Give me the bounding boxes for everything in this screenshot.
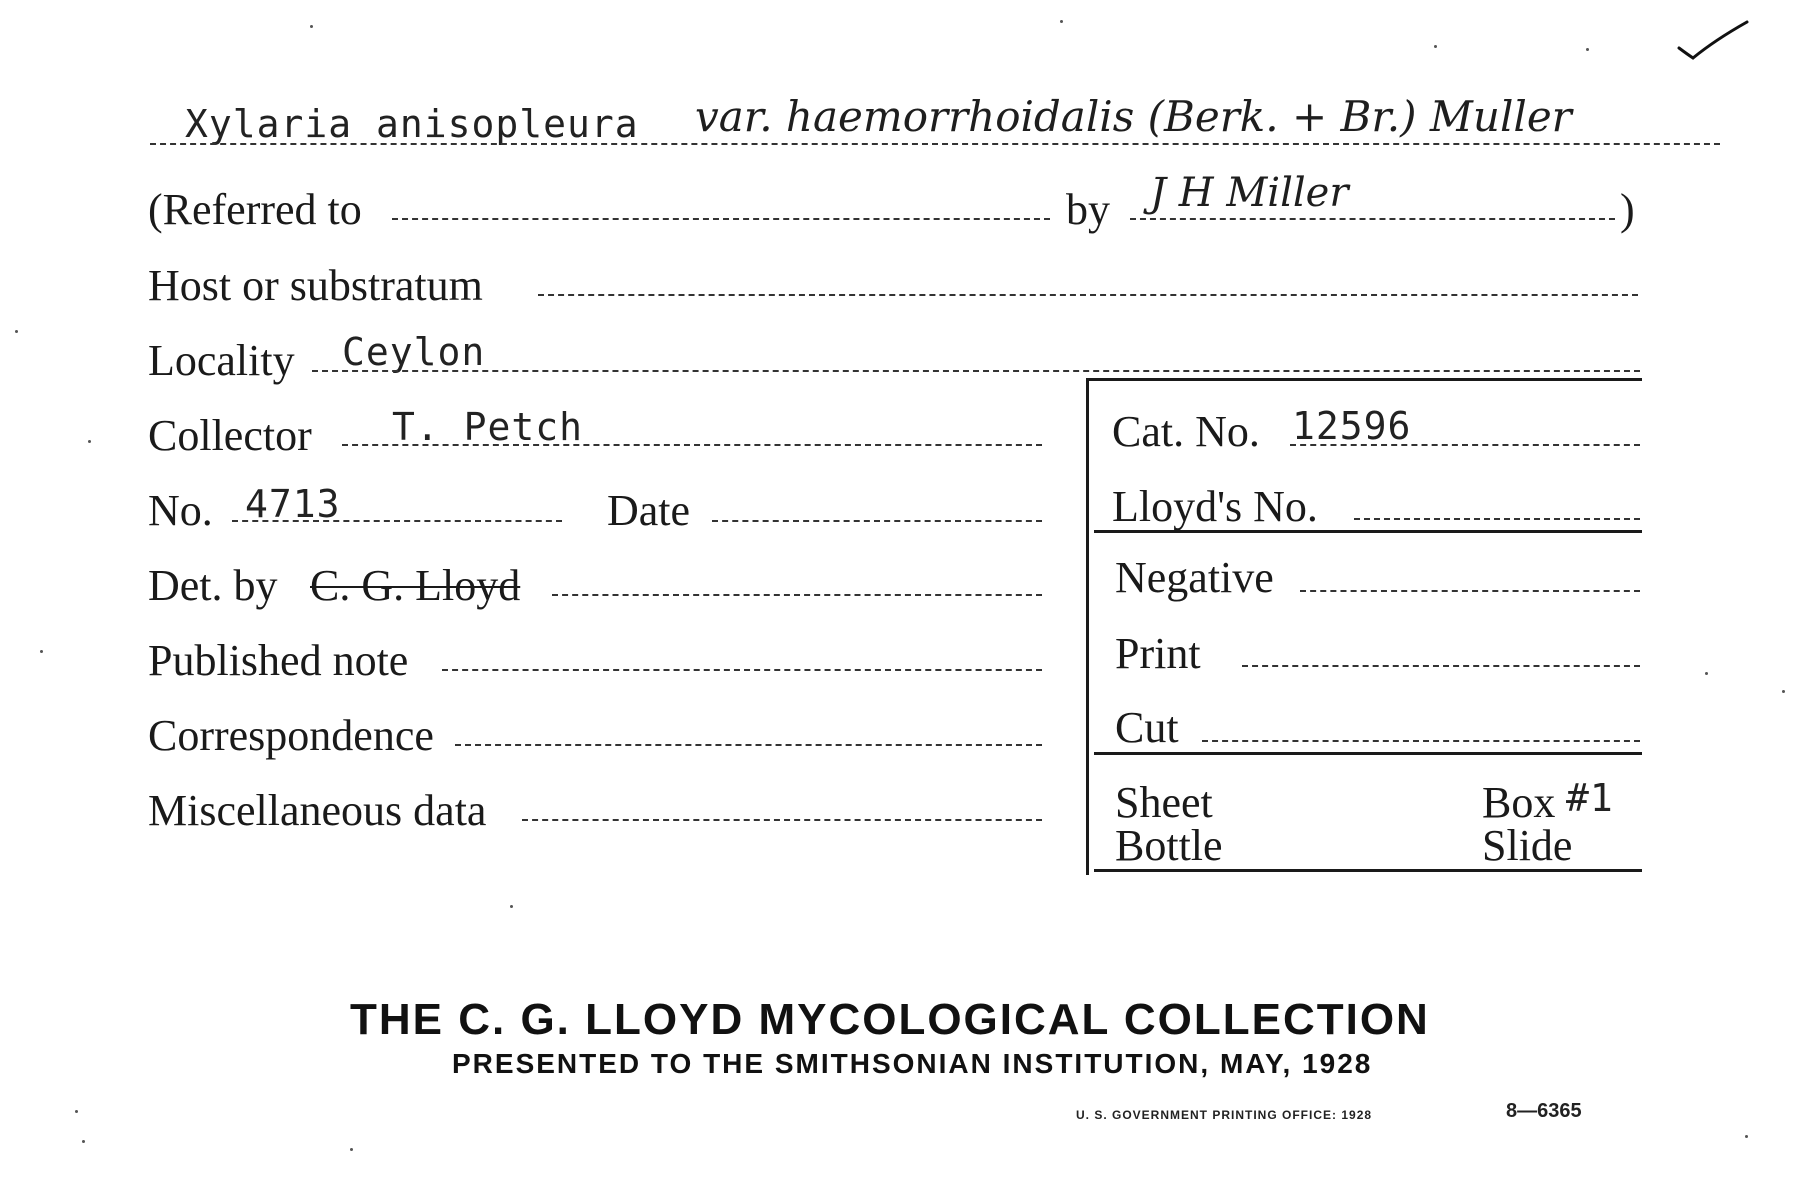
scan-speck (1782, 690, 1785, 693)
det-by-label: Det. by (148, 561, 278, 610)
scan-speck (1745, 1135, 1748, 1138)
scan-speck (88, 440, 91, 443)
locality-line (312, 370, 1640, 372)
scan-speck (1586, 48, 1589, 51)
slide-label: Slide (1482, 821, 1573, 870)
sheet-label: Sheet (1115, 778, 1213, 827)
referred-close-paren: ) (1620, 185, 1635, 234)
collector-line (342, 444, 1042, 446)
cat-no-line (1290, 444, 1640, 446)
lloyds-no-label: Lloyd's No. (1112, 482, 1318, 531)
host-line (538, 294, 1638, 296)
scan-speck (82, 1140, 85, 1143)
print-label: Print (1115, 629, 1201, 678)
specimen-name-line (150, 143, 1720, 145)
locality-value: Ceylon (342, 330, 486, 374)
by-label: by (1066, 185, 1110, 234)
referred-to-label: (Referred to (148, 185, 362, 234)
no-line (232, 520, 562, 522)
scan-speck (15, 330, 18, 333)
collector-value: T. Petch (392, 405, 584, 449)
collector-label: Collector (148, 411, 312, 460)
scan-speck (1060, 20, 1063, 23)
collection-subtitle: PRESENTED TO THE SMITHSONIAN INSTITUTION, MAY, 1928 (452, 1048, 1373, 1079)
negative-line (1300, 590, 1640, 592)
box-label: Box (1482, 778, 1556, 827)
misc-data-line (522, 819, 1042, 821)
collection-title: THE C. G. LLOYD MYCOLOGICAL COLLECTION (350, 995, 1430, 1044)
det-by-line (552, 594, 1042, 596)
correspondence-line (455, 744, 1042, 746)
scan-speck (350, 1148, 353, 1151)
host-label: Host or substratum (148, 261, 483, 310)
date-label: Date (607, 486, 691, 535)
scan-speck (510, 905, 513, 908)
print-line (1242, 665, 1640, 667)
scan-speck (1434, 45, 1437, 48)
scan-speck (310, 25, 313, 28)
published-note-label: Published note (148, 636, 409, 685)
catalog-box-left-border (1086, 378, 1089, 875)
referred-by-line (1130, 218, 1615, 220)
scan-speck (1705, 672, 1708, 675)
printing-office-note: U. S. GOVERNMENT PRINTING OFFICE: 1928 (1076, 1108, 1373, 1122)
no-label: No. (148, 486, 213, 535)
date-line (712, 520, 1042, 522)
locality-label: Locality (148, 336, 295, 385)
det-by-value: C. G. Lloyd (310, 561, 521, 610)
scan-speck (40, 650, 43, 653)
checkmark-icon (1675, 18, 1755, 63)
specimen-name-handwritten: var. haemorrhoidalis (Berk. + Br.) Muller (695, 92, 1572, 141)
lloyds-no-line (1354, 518, 1640, 520)
bottle-label: Bottle (1115, 821, 1223, 870)
negative-label: Negative (1115, 553, 1274, 602)
cat-no-label: Cat. No. (1112, 407, 1260, 456)
cut-label: Cut (1115, 703, 1179, 752)
referred-by-value: J H Miller (1150, 170, 1349, 216)
cut-line (1202, 740, 1640, 742)
box-value: #1 (1566, 776, 1614, 820)
correspondence-label: Correspondence (148, 711, 434, 760)
misc-data-label: Miscellaneous data (148, 786, 487, 835)
cat-no-value: 12596 (1292, 404, 1412, 448)
no-value: 4713 (245, 482, 341, 526)
published-note-line (442, 669, 1042, 671)
form-number: 8—6365 (1506, 1100, 1582, 1122)
specimen-name-typed: Xylaria anisopleura (185, 102, 639, 146)
referred-to-line (392, 218, 1050, 220)
scan-speck (75, 1110, 78, 1113)
catalog-box-top-border (1086, 378, 1642, 381)
